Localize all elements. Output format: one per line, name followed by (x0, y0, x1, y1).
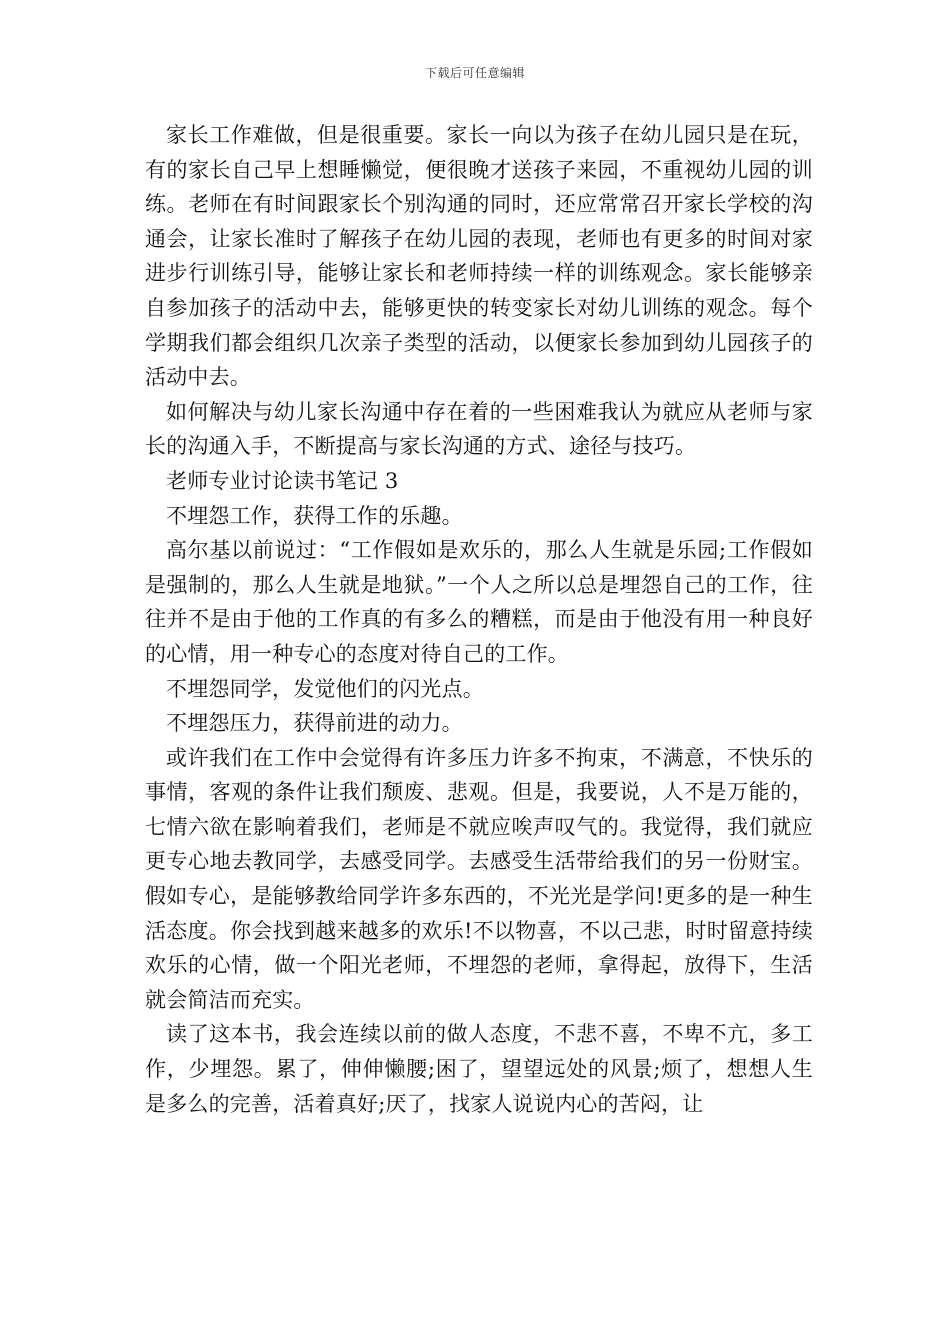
paragraph-no-complain-pressure: 不埋怨压力，获得前进的动力。 (166, 711, 463, 736)
page-header: 下载后可任意编辑 (424, 66, 525, 80)
paragraph-no-complain-students: 不埋怨同学，发觉他们的闪光点。 (166, 676, 484, 701)
paragraph-gorky-quote: 高尔基以前说过：“工作假如是欢乐的，那么人生就是乐园;工作假如是强制的，那么人生就是地狱。”一个人之所以总是埋怨自己的工作，往往并不是由于他的工作真的有多么的糟糕，而是由于他没有用一种良好的心情，用一种专心的态度对待自己的工作。 (145, 538, 813, 666)
document-body (145, 118, 813, 1121)
paragraph-parent-work: 家长工作难做，但是很重要。家长一向以为孩子在幼儿园只是在玩，有的家长自己早上想睡懒觉，便很晚才送孩子来园，不重视幼儿园的训练。老师在有时间跟家长个别沟通的同时，还应常常召开家长学校的沟通会，让家长准时了解孩子在幼儿园的表现，老师也有更多的时间对家进步行训练引导，能够让家长和老师持续一样的训练观念。家长能够亲自参加孩子的活动中去，能够更快的转变家长对幼儿训练的观念。每个学期我们都会组织几次亲子类型的活动，以便家长参加到幼儿园孩子的活动中去。 (145, 123, 813, 390)
section-title: 老师专业讨论读书笔记 3 (166, 468, 399, 493)
paragraph-no-complain-work: 不埋怨工作，获得工作的乐趣。 (166, 503, 463, 528)
paragraph-reading-reflection: 读了这本书，我会连续以前的做人态度，不悲不喜，不卑不亢，多工作，少埋怨。累了，伸伸懒腰;困了，望望远处的风景;烦了，想想人生是多么的完善，活着真好;厌了，找家人说说内心的苦闷，让 (145, 1022, 813, 1116)
paragraph-pressure-reflection: 或许我们在工作中会觉得有许多压力许多不拘束，不满意，不快乐的事情，客观的条件让我们颓废、悲观。但是，我要说，人不是万能的，七情六欲在影响着我们，老师是不就应唉声叹气的。我觉得，我们就应更专心地去教同学，去感受同学。去感受生活带给我们的另一份财宝。假如专心，是能够教给同学许多东西的，不光光是学问!更多的是一种生活态度。你会找到越来越多的欢乐!不以物喜，不以己悲，时时留意持续欢乐的心情，做一个阳光老师，不埋怨的老师，拿得起，放得下，生活就会简洁而充实。 (145, 745, 813, 1012)
paragraph-communication-solution: 如何解决与幼儿家长沟通中存在着的一些困难我认为就应从老师与家长的沟通入手，不断提高与家长沟通的方式、途径与技巧。 (145, 399, 813, 459)
